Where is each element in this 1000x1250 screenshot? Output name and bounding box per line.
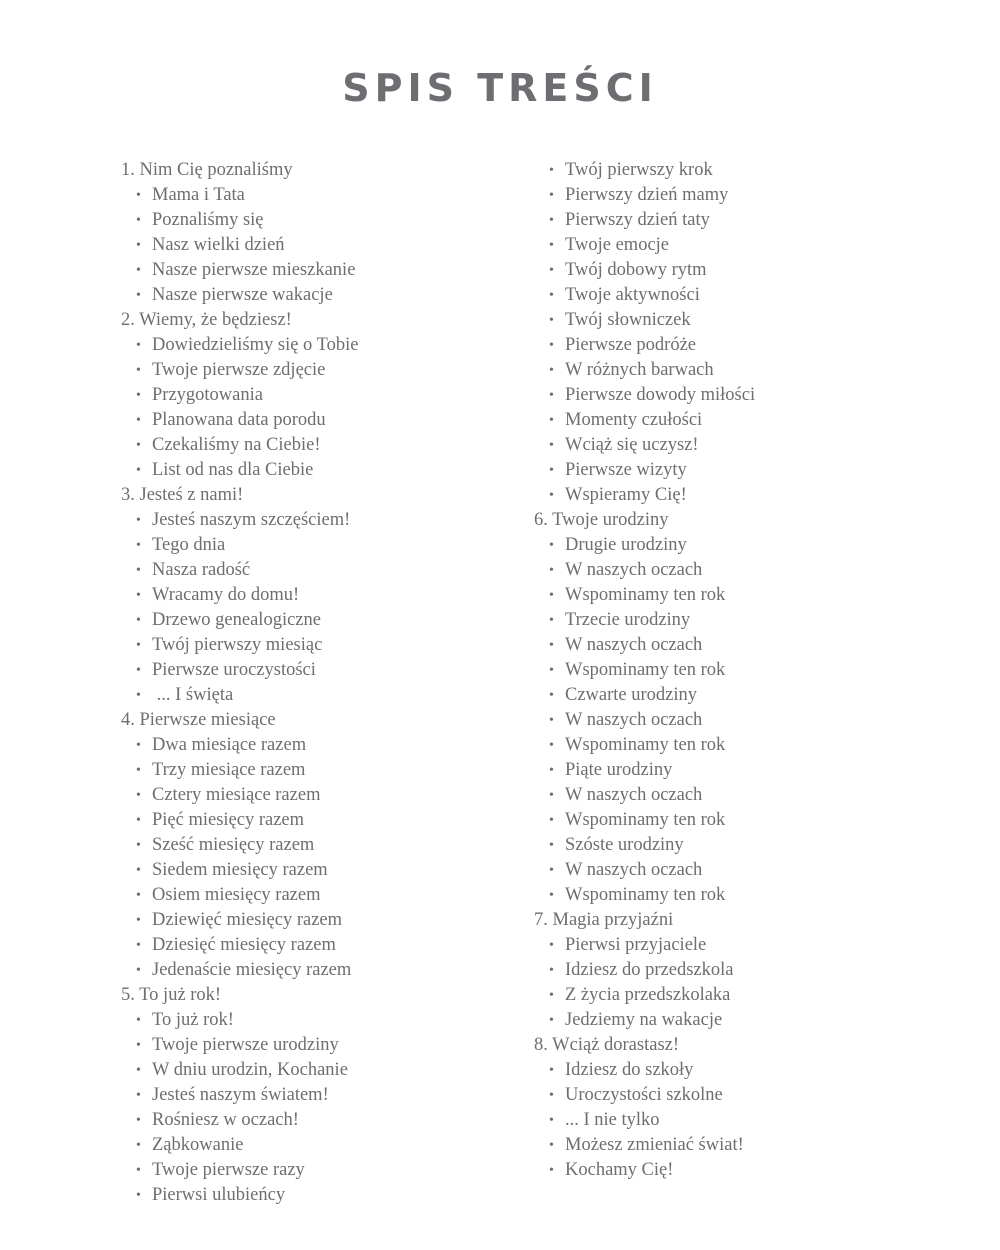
toc-item-label: Wspominamy ten rok [565,660,726,680]
toc-item[interactable] [121,283,521,308]
bullet-icon: • [549,188,554,203]
bullet-icon: • [549,688,554,703]
bullet-icon: • [136,813,141,828]
toc-item[interactable] [121,858,521,883]
page-title: SPIS TREŚCI [342,66,658,110]
bullet-icon: • [549,788,554,803]
bullet-icon: • [549,938,554,953]
toc-item-label: W różnych barwach [565,360,714,380]
toc-item-label: Uroczystości szkolne [565,1085,723,1105]
toc-item[interactable] [121,758,521,783]
toc-item[interactable] [121,658,521,683]
toc-item[interactable] [534,433,954,458]
toc-item[interactable] [121,908,521,933]
bullet-icon: • [136,863,141,878]
bullet-icon: • [136,1063,141,1078]
bullet-icon: • [136,288,141,303]
toc-item-label: Poznaliśmy się [152,210,264,230]
toc-item[interactable] [121,508,521,533]
toc-item-label: Przygotowania [152,385,263,405]
bullet-icon: • [136,363,141,378]
toc-item[interactable] [121,633,521,658]
toc-item-label: Cztery miesiące razem [152,785,321,805]
toc-item[interactable] [121,433,521,458]
toc-item-label: Pierwsze dowody miłości [565,385,756,405]
toc-item-label: Sześć miesięcy razem [152,835,315,855]
toc-item[interactable] [121,733,521,758]
bullet-icon: • [136,688,141,703]
toc-item-label: Twój słowniczek [565,310,691,330]
bullet-icon: • [136,388,141,403]
toc-item-label: Twój pierwszy krok [565,160,713,180]
toc-item-label: Twoje aktywności [565,285,700,305]
bullet-icon: • [136,738,141,753]
toc-item-label: Wspominamy ten rok [565,810,726,830]
bullet-icon: • [549,488,554,503]
toc-item-label: Rośniesz w oczach! [152,1110,299,1130]
bullet-icon: • [136,1088,141,1103]
toc-item-label: Czwarte urodziny [565,685,698,705]
toc-item[interactable] [121,1058,521,1083]
toc-item[interactable] [534,283,954,308]
toc-item[interactable] [121,583,521,608]
toc-item-label: Pierwsi przyjaciele [565,935,707,955]
toc-item-label: Idziesz do szkoły [565,1060,694,1080]
bullet-icon: • [136,188,141,203]
toc-item-label: Pierwszy dzień mamy [565,185,729,205]
toc-item-label: Twój dobowy rytm [565,260,707,280]
toc-item[interactable] [534,758,954,783]
toc-item-label: Nasze pierwsze wakacje [152,285,333,305]
toc-item-label: Twoje pierwsze urodziny [152,1035,339,1055]
bullet-icon: • [549,163,554,178]
bullet-icon: • [136,1038,141,1053]
toc-item-label: W naszych oczach [565,710,703,730]
toc-item[interactable] [121,1008,521,1033]
toc-item-label: Twój pierwszy miesiąc [152,635,323,655]
toc-item-label: Idziesz do przedszkola [565,960,734,980]
bullet-icon: • [549,763,554,778]
toc-item[interactable] [121,533,521,558]
bullet-icon: • [549,813,554,828]
bullet-icon: • [549,588,554,603]
toc-item-label: W naszych oczach [565,785,703,805]
toc-item[interactable] [534,383,954,408]
toc-right-column [534,158,954,1183]
bullet-icon: • [136,963,141,978]
toc-item-label: Jedenaście miesięcy razem [152,960,352,980]
bullet-icon: • [549,388,554,403]
toc-item[interactable] [534,983,954,1008]
toc-item[interactable] [121,608,521,633]
toc-item-label: Drugie urodziny [565,535,687,555]
toc-item[interactable] [121,383,521,408]
toc-item[interactable] [534,308,954,333]
toc-item-label: Szóste urodziny [565,835,684,855]
toc-item[interactable] [534,558,954,583]
bullet-icon: • [136,788,141,803]
toc-item[interactable] [534,158,954,183]
bullet-icon: • [549,738,554,753]
bullet-icon: • [549,563,554,578]
toc-item-label: Możesz zmieniać świat! [565,1135,744,1155]
toc-item-label: Mama i Tata [152,185,245,205]
bullet-icon: • [136,588,141,603]
toc-item[interactable] [534,1108,954,1133]
toc-item[interactable] [534,1058,954,1083]
bullet-icon: • [549,1063,554,1078]
toc-item[interactable] [121,783,521,808]
toc-item-label: Pierwsze wizyty [565,460,687,480]
toc-left-column [121,158,521,1208]
toc-item-label: Trzy miesiące razem [152,760,306,780]
bullet-icon: • [136,838,141,853]
toc-item-label: Twoje pierwsze razy [152,1160,305,1180]
toc-item-label: Nasza radość [152,560,251,580]
toc-item[interactable] [534,483,954,508]
toc-item-label: Pierwsze podróże [565,335,696,355]
bullet-icon: • [549,463,554,478]
toc-item-label: Dziewięć miesięcy razem [152,910,343,930]
bullet-icon: • [549,313,554,328]
toc-item-label: Wracamy do domu! [152,585,300,605]
toc-item[interactable] [534,933,954,958]
toc-item-label: Wspieramy Cię! [565,485,687,505]
toc-item[interactable] [121,1133,521,1158]
toc-item-label: Tego dnia [152,535,226,555]
toc-item[interactable] [121,833,521,858]
toc-item[interactable] [534,733,954,758]
bullet-icon: • [136,413,141,428]
bullet-icon: • [549,638,554,653]
bullet-icon: • [549,288,554,303]
bullet-icon: • [136,538,141,553]
toc-item-label: Osiem miesięcy razem [152,885,321,905]
toc-item-label: W naszych oczach [565,860,703,880]
toc-item[interactable] [534,583,954,608]
toc-item-label: W naszych oczach [565,635,703,655]
toc-section-heading[interactable]: 3. Jesteś z nami! [121,485,244,505]
bullet-icon: • [136,213,141,228]
toc-item[interactable] [534,658,954,683]
toc-item-label: Pierwsze uroczystości [152,660,316,680]
toc-item-label: List od nas dla Ciebie [152,460,314,480]
bullet-icon: • [549,1138,554,1153]
toc-item-label: W naszych oczach [565,560,703,580]
toc-item-label: W dniu urodzin, Kochanie [152,1060,348,1080]
toc-item-label: Jesteś naszym światem! [152,1085,329,1105]
toc-item[interactable] [121,958,521,983]
bullet-icon: • [136,1138,141,1153]
toc-item[interactable] [121,183,521,208]
toc-item-label: Wspominamy ten rok [565,735,726,755]
bullet-icon: • [549,663,554,678]
bullet-icon: • [549,988,554,1003]
bullet-icon: • [549,838,554,853]
toc-item[interactable] [121,1083,521,1108]
toc-item[interactable] [121,933,521,958]
bullet-icon: • [549,1113,554,1128]
bullet-icon: • [549,213,554,228]
bullet-icon: • [136,663,141,678]
toc-section-heading[interactable]: 6. Twoje urodziny [534,510,669,530]
bullet-icon: • [136,638,141,653]
bullet-icon: • [136,238,141,253]
toc-item-label: Ząbkowanie [152,1135,244,1155]
toc-item[interactable] [121,333,521,358]
bullet-icon: • [136,938,141,953]
toc-item-label: Wspominamy ten rok [565,585,726,605]
bullet-icon: • [549,238,554,253]
toc-item[interactable] [534,258,954,283]
toc-item[interactable] [121,558,521,583]
toc-item-label: Momenty czułości [565,410,703,430]
bullet-icon: • [549,888,554,903]
bullet-icon: • [549,538,554,553]
toc-section-heading[interactable]: 2. Wiemy, że będziesz! [121,310,292,330]
toc-item[interactable] [534,233,954,258]
toc-item[interactable] [121,208,521,233]
bullet-icon: • [136,438,141,453]
toc-item-label: Czekaliśmy na Ciebie! [152,435,321,455]
toc-item[interactable] [121,683,521,708]
bullet-icon: • [136,463,141,478]
toc-item[interactable] [534,1133,954,1158]
toc-item[interactable] [534,1083,954,1108]
toc-item[interactable] [534,783,954,808]
bullet-icon: • [136,338,141,353]
toc-item[interactable] [534,458,954,483]
toc-item[interactable] [534,208,954,233]
toc-item[interactable] [121,408,521,433]
bullet-icon: • [136,1188,141,1203]
toc-item[interactable] [121,258,521,283]
toc-item[interactable] [121,808,521,833]
toc-item[interactable] [534,883,954,908]
toc-item-label: Twoje emocje [565,235,670,255]
toc-item-label: Wciąż się uczysz! [565,435,699,455]
bullet-icon: • [136,613,141,628]
toc-item[interactable] [121,883,521,908]
toc-item-label: To już rok! [152,1010,234,1030]
toc-item-label: Planowana data porodu [152,410,326,430]
toc-item-label: Wspominamy ten rok [565,885,726,905]
toc-item[interactable] [534,608,954,633]
toc-item-label: Z życia przedszkolaka [565,985,731,1005]
toc-item[interactable] [534,1158,954,1183]
bullet-icon: • [136,1163,141,1178]
bullet-icon: • [549,263,554,278]
toc-item[interactable] [534,408,954,433]
bullet-icon: • [136,1113,141,1128]
toc-item[interactable] [534,633,954,658]
toc-item-label: Jesteś naszym szczęściem! [152,510,351,530]
toc-item[interactable] [121,1183,521,1208]
bullet-icon: • [549,1163,554,1178]
bullet-icon: • [136,513,141,528]
toc-item-label: Dziesięć miesięcy razem [152,935,336,955]
toc-item[interactable] [534,183,954,208]
toc-item[interactable] [534,833,954,858]
toc-item-label: Piąte urodziny [565,760,673,780]
bullet-icon: • [136,563,141,578]
toc-section-heading[interactable]: 5. To już rok! [121,985,222,1005]
bullet-icon: • [549,1088,554,1103]
bullet-icon: • [549,963,554,978]
bullet-icon: • [549,713,554,728]
bullet-icon: • [136,888,141,903]
toc-item-label: Trzecie urodziny [565,610,691,630]
toc-item-label: ... I święta [152,685,234,705]
toc-section-heading[interactable]: 4. Pierwsze miesiące [121,710,276,730]
toc-item[interactable] [534,958,954,983]
toc-section-heading[interactable]: 1. Nim Cię poznaliśmy [121,160,293,180]
toc-item-label: Siedem miesięcy razem [152,860,328,880]
toc-item-label: Kochamy Cię! [565,1160,674,1180]
toc-item[interactable] [534,1008,954,1033]
toc-item-label: ... I nie tylko [565,1110,660,1130]
bullet-icon: • [549,613,554,628]
bullet-icon: • [136,763,141,778]
bullet-icon: • [549,863,554,878]
toc-item-label: Nasz wielki dzień [152,235,285,255]
bullet-icon: • [549,363,554,378]
toc-item[interactable] [534,533,954,558]
bullet-icon: • [549,1013,554,1028]
toc-item-label: Pierwsi ulubieńcy [152,1185,286,1205]
toc-item[interactable] [534,708,954,733]
toc-item[interactable] [121,1033,521,1058]
bullet-icon: • [549,338,554,353]
toc-item-label: Dwa miesiące razem [152,735,307,755]
toc-item[interactable] [121,233,521,258]
toc-item-label: Dowiedzieliśmy się o Tobie [152,335,359,355]
bullet-icon: • [549,413,554,428]
toc-item-label: Pierwszy dzień taty [565,210,710,230]
bullet-icon: • [136,913,141,928]
toc-section-heading[interactable]: 8. Wciąż dorastasz! [534,1035,680,1055]
bullet-icon: • [549,438,554,453]
toc-item[interactable] [121,1108,521,1133]
bullet-icon: • [136,263,141,278]
toc-item-label: Drzewo genealogiczne [152,610,321,630]
toc-item-label: Jedziemy na wakacje [565,1010,723,1030]
bullet-icon: • [136,1013,141,1028]
toc-section-heading[interactable]: 7. Magia przyjaźni [534,910,674,930]
toc-item[interactable] [121,458,521,483]
toc-item[interactable] [534,808,954,833]
toc-item[interactable] [534,358,954,383]
toc-item[interactable] [534,333,954,358]
toc-item[interactable] [534,858,954,883]
toc-item-label: Twoje pierwsze zdjęcie [152,360,326,380]
toc-item[interactable] [534,683,954,708]
toc-item-label: Nasze pierwsze mieszkanie [152,260,356,280]
toc-item-label: Pięć miesięcy razem [152,810,305,830]
toc-item[interactable] [121,358,521,383]
toc-item[interactable] [121,1158,521,1183]
